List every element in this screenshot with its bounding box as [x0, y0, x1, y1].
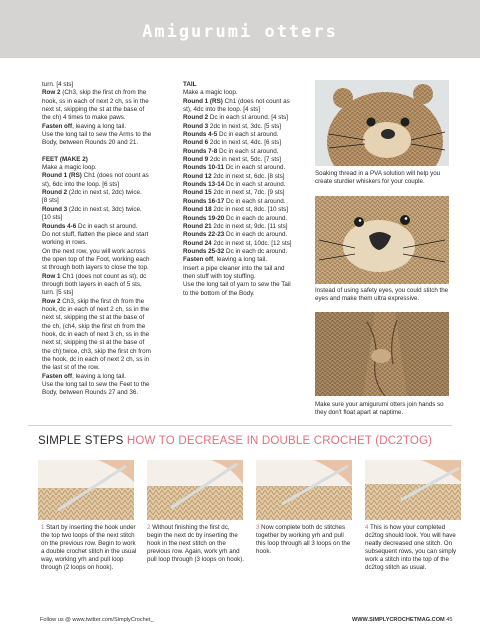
- section-heading: FEET (MAKE 2): [42, 155, 88, 163]
- pattern-line: [183, 156, 315, 164]
- instruction-text: Body, between Rounds 27 and 36.: [42, 389, 139, 397]
- pattern-line: [183, 273, 315, 281]
- instruction-label: Row 1: [42, 272, 61, 280]
- pattern-line: [183, 223, 315, 231]
- instruction-text: , leaving a long tail.: [72, 372, 127, 380]
- pattern-line: [42, 181, 174, 189]
- instruction-text: the ch) 4 times to make paws.: [42, 114, 126, 122]
- pattern-line: [42, 356, 174, 364]
- pattern-line: [183, 139, 315, 147]
- instruction-text: Dc in each dc around.: [224, 214, 288, 222]
- instruction-text: 2dc in next st, 6dc. [8 sts]: [211, 172, 285, 180]
- pattern-line: [42, 223, 174, 231]
- instruction-label: Rounds 22-23: [183, 231, 225, 239]
- pattern-line: [42, 206, 174, 214]
- pattern-line: [42, 106, 174, 114]
- instruction-label: Round 15: [183, 189, 212, 197]
- instruction-text: the ch, (ch4, skip the first ch from the: [42, 322, 146, 330]
- pattern-line: [42, 214, 174, 222]
- instruction-label: Rounds 13-14: [183, 181, 225, 189]
- instruction-text: Insert a pipe cleaner into the tail and: [183, 264, 285, 272]
- header-banner: [0, 0, 480, 58]
- instruction-text: Ch3, skip the first ch from the: [60, 297, 145, 305]
- step-4-description: This is how your completed dc2tog should look. You will have neatly decreased one stitch. On subsequent rows, you can simply work a stitch into the top of the dc2tog stitch as usual.: [365, 524, 457, 572]
- instruction-text: Make a magic loop.: [42, 164, 97, 172]
- instruction-label: Fasten off: [183, 256, 214, 264]
- pattern-line: [42, 373, 174, 381]
- instruction-label: Round 1 (RS): [183, 97, 223, 105]
- instruction-text: Dc in each st around.: [76, 222, 138, 230]
- instruction-text: to the bottom of the Body.: [183, 289, 255, 297]
- instruction-text: the hook, dc in each of next 2 ch, ss in: [42, 356, 150, 363]
- caption-holding-hands: Make sure your amigurumi otters join hands so they don't float apart at naptime.: [315, 401, 444, 416]
- simple-steps-title: [38, 435, 432, 447]
- pattern-column-tail: [183, 81, 315, 298]
- pattern-line: [183, 114, 315, 122]
- instruction-text: 2dc in next st, 5dc. [7 sts]: [208, 156, 281, 164]
- pattern-line: [183, 89, 315, 97]
- pattern-line: [42, 239, 174, 247]
- pattern-line: [183, 240, 315, 248]
- instruction-text: Ch1 (does not count as: [81, 172, 149, 180]
- pattern-line: [183, 281, 315, 289]
- pattern-line: [42, 381, 174, 389]
- instruction-text: working in rows.: [42, 239, 88, 247]
- caption-whiskers: Soaking thread in a PVA solution will help you create sturdier whiskers for your couple.: [315, 170, 441, 185]
- instruction-label: Rounds 4-6: [42, 222, 77, 230]
- instruction-text: next st, skipping the st at the base of: [42, 339, 145, 347]
- instruction-text: [8 sts]: [42, 197, 59, 205]
- pattern-line: [183, 248, 315, 256]
- pattern-line: [42, 164, 174, 172]
- step-3-photo: [256, 460, 352, 520]
- pattern-line: [183, 148, 315, 156]
- instruction-text: Use the long tail of yarn to sew the Tail: [183, 281, 291, 289]
- instruction-label: Round 3: [42, 205, 68, 213]
- pattern-line: [42, 81, 174, 89]
- pattern-line: [42, 197, 174, 205]
- step-1-text: [41, 524, 139, 573]
- footer-website-url[interactable]: WWW.SIMPLYCROCHETMAG.COM: [352, 617, 445, 623]
- step-3-number: 3: [256, 524, 260, 531]
- pattern-line: [42, 273, 174, 281]
- photo-otters-holding-hands: [315, 312, 449, 396]
- instruction-text: [10 sts]: [42, 214, 63, 222]
- pattern-line: [42, 323, 174, 331]
- pattern-line: [42, 306, 174, 314]
- pattern-line: [183, 256, 315, 264]
- instruction-text: Body, between Rounds 20 and 21.: [42, 139, 139, 147]
- instruction-text: Use the long tail to sew the Arms to the: [42, 131, 152, 139]
- pattern-line: [183, 181, 315, 189]
- instruction-text: hook, dc in each of next 3 ch, ss in the: [42, 330, 150, 338]
- instruction-label: Row 2: [42, 89, 61, 97]
- pattern-line: [42, 264, 174, 272]
- step-3-description: Now complete both dc stitches together by working yrh and pull this loop through all 3 loops on the hook.: [256, 524, 351, 556]
- instruction-label: Rounds 10-11: [183, 164, 224, 172]
- pattern-line: [42, 98, 174, 106]
- pattern-line: [183, 265, 315, 273]
- pattern-line: [42, 89, 174, 97]
- footer-follow-link[interactable]: Follow us @ www.twitter.com/SimplyCrochet_: [40, 617, 154, 623]
- instruction-text: , leaving a long tail.: [213, 256, 268, 264]
- pattern-line: [42, 131, 174, 139]
- instruction-text: st), 6dc into the loop. [6 sts]: [42, 180, 120, 188]
- instruction-text: Dc in each st around.: [217, 131, 279, 139]
- instruction-text: On the next row, you will work across: [42, 247, 146, 255]
- step-2-text: [147, 524, 245, 564]
- instruction-text: Dc in each st around. [4 sts]: [208, 114, 288, 122]
- pattern-line: [42, 114, 174, 122]
- section-heading: TAIL: [183, 81, 197, 88]
- photo-otter-whiskers: [315, 80, 449, 166]
- step-4-text: [365, 524, 463, 573]
- instruction-text: Dc in each dc around.: [224, 231, 288, 239]
- pattern-line: [42, 339, 174, 347]
- instruction-text: Dc in each dc around.: [224, 247, 288, 255]
- instruction-label: Round 12: [183, 172, 212, 180]
- step-4-number: 4: [365, 524, 369, 531]
- pattern-line: [42, 123, 174, 131]
- pattern-line: [183, 206, 315, 214]
- pattern-line: [42, 298, 174, 306]
- instruction-label: Rounds 19-20: [183, 214, 225, 222]
- instruction-text: Ch1 (does not count as st), dc: [60, 272, 147, 280]
- instruction-text: next st, skipping the st at the base of: [42, 314, 145, 322]
- photo-otter-eyes: [315, 196, 449, 284]
- caption-eyes: Instead of using safety eyes, you could stitch the eyes and make them ultra expressive.: [315, 287, 449, 302]
- pattern-line: [183, 173, 315, 181]
- pattern-line: [183, 164, 315, 172]
- instruction-text: 2dc in next st, 3dc. [5 sts]: [208, 122, 281, 130]
- pattern-line: [183, 98, 315, 106]
- pattern-line: [183, 131, 315, 139]
- instruction-text: 2dc in next st, 4dc. [6 sts]: [208, 139, 281, 147]
- instruction-text: , leaving a long tail.: [72, 122, 127, 130]
- pattern-line: [42, 281, 174, 289]
- instruction-text: Use the long tail to sew the Feet to the: [42, 381, 150, 389]
- instruction-label: Rounds 16-17: [183, 197, 225, 205]
- pattern-line: [42, 248, 174, 256]
- instruction-text: Dc in each st around.: [224, 181, 286, 189]
- instruction-text: st), 4dc into the loop. [4 sts]: [183, 106, 261, 114]
- footer-website[interactable]: [352, 617, 453, 623]
- instruction-text: (2dc in next st, 2dc) twice.: [67, 189, 142, 197]
- pattern-line: [183, 231, 315, 239]
- instruction-text: (Ch3, skip the first ch from the: [60, 89, 147, 97]
- pattern-line: [183, 106, 315, 114]
- instruction-text: Dc in each st around.: [223, 164, 286, 172]
- instruction-text: Do not stuff, flatten the piece and start: [42, 230, 149, 238]
- step-2-photo: [147, 460, 243, 520]
- instruction-text: (2dc in next st, 3dc) twice.: [67, 205, 142, 213]
- instruction-label: Round 21: [183, 222, 212, 230]
- pattern-line: [42, 172, 174, 180]
- instruction-text: hook, dc in each of next 2 ch, ss in the: [42, 305, 150, 313]
- instruction-text: turn. [5 sts]: [42, 289, 74, 297]
- instruction-text: turn. [4 sts]: [42, 81, 74, 88]
- pattern-line: [42, 256, 174, 264]
- instruction-text: Dc in each st around.: [217, 147, 279, 155]
- section-divider-top: [28, 425, 452, 426]
- instruction-label: Fasten off: [42, 122, 73, 130]
- simple-steps-heading: HOW TO DECREASE IN DOUBLE CROCHET (DC2TOG): [126, 435, 433, 447]
- pattern-line: [183, 198, 315, 206]
- pattern-line: [42, 189, 174, 197]
- pattern-line: [42, 289, 174, 297]
- step-2-description: Without finishing the first dc, begin the next dc by inserting the hook in the next stitch on the previous row. Again, work yrh and pull loop through (3 loops on hook).: [147, 524, 245, 564]
- instruction-label: Round 2: [183, 114, 209, 122]
- instruction-text: the ch) twice, ch3, skip the first ch from: [42, 347, 151, 355]
- instruction-text: 2dc in next st, 7dc. [9 sts]: [211, 189, 285, 197]
- pattern-line: [183, 189, 315, 197]
- instruction-text: 2dc in next st, 9dc. [11 sts]: [211, 222, 288, 230]
- instruction-label: Round 18: [183, 206, 212, 214]
- simple-steps-label: SIMPLE STEPS: [38, 435, 124, 447]
- pattern-line: [42, 314, 174, 322]
- instruction-label: Fasten off: [42, 372, 73, 380]
- instruction-text: Dc in each st around.: [224, 197, 286, 205]
- instruction-text: 2dc in next st, 8dc. [10 sts]: [211, 206, 288, 214]
- instruction-text: 2dc in next st, 10dc. [12 sts]: [211, 239, 292, 247]
- instruction-text: Ch1 (does not count as: [222, 97, 290, 105]
- instruction-text: st through both layers to close the top.: [42, 264, 149, 272]
- pattern-column-arms-feet: [42, 81, 174, 398]
- step-1-photo: [38, 460, 134, 520]
- pattern-line: [42, 364, 174, 372]
- instruction-label: Round 24: [183, 239, 212, 247]
- page-title: Amigurumi otters: [142, 22, 338, 42]
- pattern-line: [42, 331, 174, 339]
- instruction-label: Round 6: [183, 139, 209, 147]
- paragraph-gap: [42, 148, 174, 156]
- pattern-line: [42, 139, 174, 147]
- step-1-number: 1: [41, 524, 45, 531]
- pattern-line: [183, 290, 315, 298]
- pattern-line: [42, 348, 174, 356]
- instruction-text: the open top of the Foot, working each: [42, 255, 150, 263]
- instruction-label: Round 1 (RS): [42, 172, 82, 180]
- instruction-label: Round 3: [183, 122, 209, 130]
- instruction-label: Row 2: [42, 297, 61, 305]
- instruction-text: next st, skipping the st at the base of: [42, 106, 145, 114]
- instruction-label: Rounds 7-8: [183, 147, 218, 155]
- step-3-text: [256, 524, 354, 556]
- instruction-text: the last st of the row.: [42, 364, 100, 372]
- pattern-line: [183, 215, 315, 223]
- step-2-number: 2: [147, 524, 151, 531]
- page-number: 45: [446, 617, 453, 623]
- pattern-line: [183, 123, 315, 131]
- step-1-description: Start by inserting the hook under the top two loops of the next stitch on the previous row. Begin to work a double crochet stitch in the usual way, working yrh and pull loop through (2 loops on hook).: [41, 524, 137, 572]
- instruction-label: Rounds 4-5: [183, 131, 218, 139]
- instruction-text: hook, ss in each of next 2 ch, ss in the: [42, 97, 149, 105]
- instruction-text: through both layers in each of 5 sts,: [42, 280, 142, 288]
- instruction-text: then stuff with toy stuffing.: [183, 272, 256, 280]
- step-4-photo: [365, 460, 461, 520]
- pattern-line: [42, 231, 174, 239]
- instruction-label: Rounds 25-32: [183, 247, 225, 255]
- pattern-line: [42, 389, 174, 397]
- instruction-label: Round 9: [183, 156, 209, 164]
- instruction-label: Round 2: [42, 189, 68, 197]
- instruction-text: Make a magic loop.: [183, 89, 238, 97]
